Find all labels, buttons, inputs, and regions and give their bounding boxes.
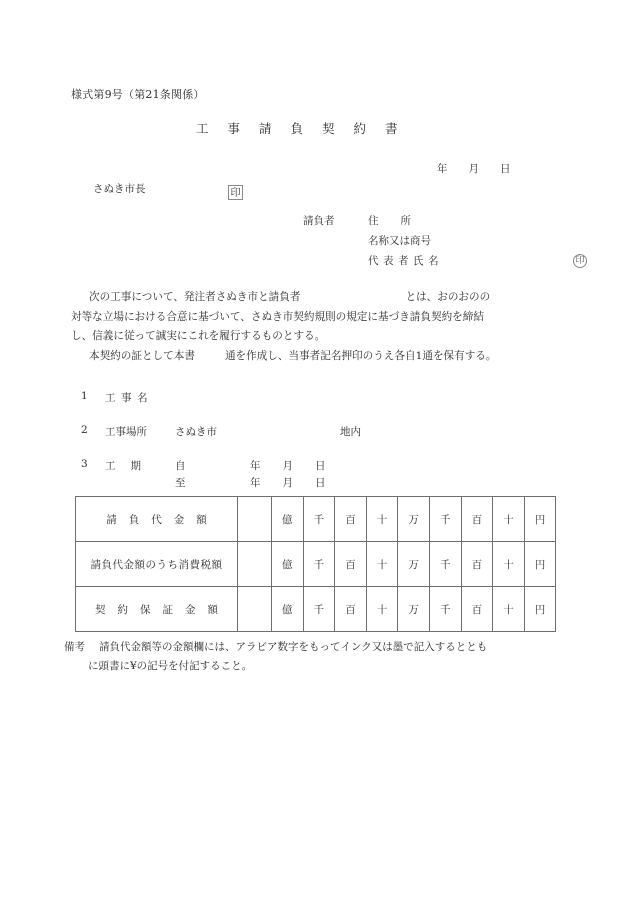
row-1-denom-1[interactable]: 千 [303,542,335,587]
row-0-label-text: 請負代金額 [106,513,219,526]
row-2-denom-8[interactable]: 円 [524,587,556,632]
row-1-denom-5[interactable]: 千 [429,542,461,587]
body-paragraph-3: し、信義に従って誠実にこれを履行するものとする。 [71,330,326,342]
page-title: 工事請負契約書 [196,121,417,136]
row-0-denom-2[interactable]: 百 [335,497,367,542]
orderer-seal-icon: 印 [228,185,243,200]
row-0-denom-7[interactable]: 十 [493,497,525,542]
row-2-denom-2[interactable]: 百 [335,587,367,632]
item-3-label: 工期 [105,460,156,472]
period-from-ymd: 年月日 [250,460,348,472]
period-to-ymd: 年月日 [250,477,348,489]
money-table [75,496,556,632]
row-0-denom-3[interactable]: 十 [366,497,398,542]
period-from-label: 自 [175,460,186,472]
row-0-denom-5[interactable]: 千 [429,497,461,542]
contractor-representative-label: 代表者氏名 [368,255,443,267]
row-2-denom-4[interactable]: 万 [398,587,430,632]
row-0-denom-4[interactable]: 万 [398,497,430,542]
row-label-guarantee-amount [76,587,238,632]
item-3-number: 3 [81,458,88,470]
row-2-denom-7[interactable]: 十 [493,587,525,632]
table-row [76,542,556,587]
item-1-number: 1 [81,390,88,402]
row-1-denom-0[interactable]: 億 [272,542,304,587]
form-number: 様式第9号（第21条関係） [71,88,205,101]
contractor-name-label: 名称又は商号 [368,235,431,247]
row-0-denom-0[interactable]: 億 [272,497,304,542]
row-1-denom-8[interactable]: 円 [524,542,556,587]
row-label-contract-amount [76,497,238,542]
representative-seal-icon: 印 [573,254,587,268]
contract-date-line: 年月日 [437,163,532,175]
body-paragraph-2: 対等な立場における合意に基づいて、さぬき市契約規則の規定に基づき請負契約を締結 [71,310,484,323]
period-from-row [175,458,348,473]
item-2-number: 2 [81,424,88,436]
contractor-fields [368,213,585,273]
row-1-blank-cell[interactable] [238,542,272,587]
contractor-representative-row [368,253,585,273]
row-2-blank-cell[interactable] [238,587,272,632]
row-2-denom-0[interactable]: 億 [272,587,304,632]
footnote-line-1 [64,638,584,657]
body-p4-part-b: 通を作成し、当事者記名押印のうえ各自1通を保有する。 [224,349,497,362]
row-2-denom-3[interactable]: 十 [366,587,398,632]
period-to-label: 至 [175,477,186,489]
row-label-consumption-tax [76,542,238,587]
row-1-denom-6[interactable]: 百 [461,542,493,587]
row-1-denom-7[interactable]: 十 [493,542,525,587]
body-paragraph-4 [71,347,571,367]
orderer-name: さぬき市長 [93,183,146,195]
row-0-blank-cell[interactable] [238,497,272,542]
item-1-label: 工事名 [105,392,153,404]
row-0-denom-8[interactable]: 円 [524,497,556,542]
footnote [64,638,584,676]
period-to-row [175,475,348,490]
row-2-denom-6[interactable]: 百 [461,587,493,632]
contractor-address-label: 住所 [368,215,433,227]
row-2-denom-1[interactable]: 千 [303,587,335,632]
body-p1-part-a: 次の工事について、発注者さぬき市と請負者 [89,291,301,303]
row-2-label-text: 契約保証金額 [95,603,230,616]
row-1-denom-4[interactable]: 万 [398,542,430,587]
item-2-value: さぬき市 [175,426,217,438]
contractor-label: 請負者 [303,215,335,227]
row-1-denom-3[interactable]: 十 [366,542,398,587]
body-p4-part-a: 本契約の証として本書 [89,349,195,362]
footnote-line-2: に頭書に¥の記号を付記すること。 [88,660,253,672]
row-2-denom-5[interactable]: 千 [429,587,461,632]
body-paragraph-1 [71,288,571,308]
footnote-text-1: 請負代金額等の金額欄には、アラビア数字をもってインク又は墨で記入するととも [99,641,488,653]
row-0-denom-6[interactable]: 百 [461,497,493,542]
footnote-label: 備考 [64,641,85,653]
body-p1-part-b: とは、おのおのの [405,291,491,303]
table-row [76,497,556,542]
item-2-label: 工事場所 [105,426,147,438]
row-1-denom-2[interactable]: 百 [335,542,367,587]
contract-body [71,288,571,366]
row-1-label-text: 請負代金額のうち消費税額 [90,558,223,571]
item-2-suffix: 地内 [340,426,361,438]
table-row [76,587,556,632]
row-0-denom-1[interactable]: 千 [303,497,335,542]
